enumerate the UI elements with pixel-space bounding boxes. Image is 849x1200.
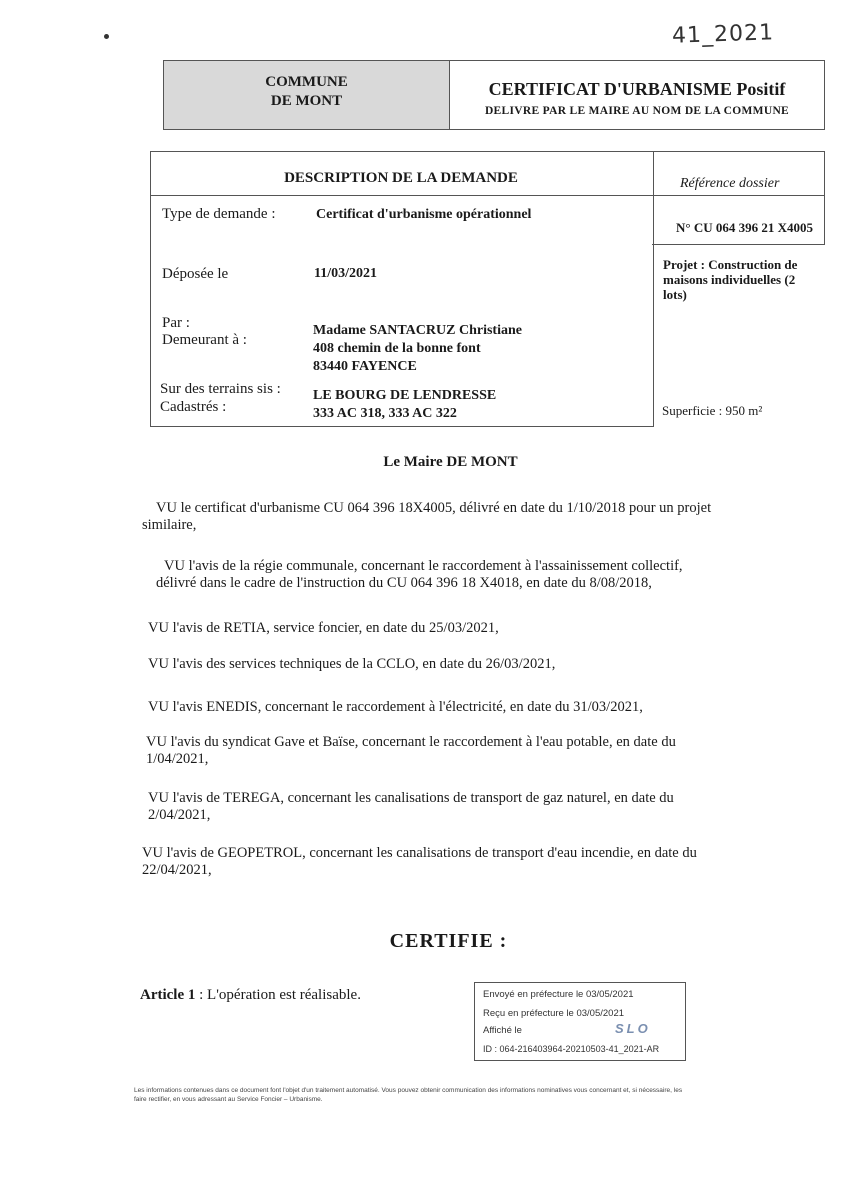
- prefecture-stamp: [474, 982, 686, 1061]
- vu-line: VU l'avis des services techniques de la CCLO, en date du 26/03/2021,: [148, 656, 556, 672]
- demandeur-name: Madame SANTACRUZ Christiane: [313, 323, 522, 338]
- vu-item-5: [148, 699, 643, 716]
- vu-item-4: [148, 656, 555, 673]
- vu-line: VU l'avis de GEOPETROL, concernant les canalisations de transport d'eau incendie, en date du: [142, 845, 697, 861]
- vu-line: 2/04/2021,: [148, 807, 211, 823]
- certifie-heading: CERTIFIE :: [389, 930, 508, 952]
- header-box: [163, 60, 825, 130]
- vu-line: VU l'avis de RETIA, service foncier, en date du 25/03/2021,: [148, 620, 499, 636]
- projet-line1: Projet : Construction de: [663, 257, 798, 272]
- article-1: [140, 987, 361, 1004]
- reference-number: N° CU 064 396 21 X4005: [676, 220, 814, 235]
- maire-heading: Le Maire DE MONT: [383, 454, 518, 470]
- vu-line: VU l'avis de la régie communale, concernant le raccordement à l'assainissement collectif,: [164, 558, 683, 574]
- vu-line: 22/04/2021,: [142, 862, 212, 878]
- terrains-value: LE BOURG DE LENDRESSE: [313, 388, 497, 403]
- demandeur-address-line1: 408 chemin de la bonne font: [313, 341, 481, 356]
- type-label: Type de demande :: [162, 206, 276, 222]
- projet-description: [663, 257, 797, 302]
- vu-item-3: [148, 620, 499, 637]
- demande-heading: DESCRIPTION DE LA DEMANDE: [284, 170, 518, 186]
- vu-item-8: [142, 845, 697, 879]
- vu-line: VU l'avis ENEDIS, concernant le raccordement à l'électricité, en date du 31/03/2021,: [148, 699, 643, 715]
- commune-line1: COMMUNE: [265, 74, 348, 90]
- slo-logo: SLO: [615, 1021, 651, 1036]
- par-label: Par :: [162, 315, 190, 331]
- vu-line: VU l'avis du syndicat Gave et Baïse, concernant le raccordement à l'eau potable, en date du: [146, 734, 676, 750]
- scan-dot: [104, 34, 109, 39]
- handwritten-reference: 41_2021: [671, 20, 775, 49]
- certificate-subtitle: DELIVRE PAR LE MAIRE AU NOM DE LA COMMUNE: [484, 105, 790, 117]
- vu-line: VU l'avis de TEREGA, concernant les canalisations de transport de gaz naturel, en date du: [148, 790, 674, 806]
- article-1-text: : L'opération est réalisable.: [195, 987, 361, 1003]
- vu-line: délivré dans le cadre de l'instruction du CU 064 396 18 X4018, en date du 8/08/2018,: [156, 575, 652, 591]
- commune-block: [164, 61, 450, 129]
- vu-item-6: [146, 734, 676, 768]
- certificate-title: CERTIFICAT D'URBANISME Positif: [488, 79, 786, 99]
- vu-line: similaire,: [142, 517, 197, 533]
- commune-line2: DE MONT: [270, 93, 343, 109]
- type-value: Certificat d'urbanisme opérationnel: [316, 207, 532, 222]
- footer-notice: [134, 1086, 774, 1104]
- vu-item-2: [156, 558, 683, 592]
- stamp-received-line: Reçu en préfecture le 03/05/2021: [483, 1008, 625, 1019]
- footer-line2: faire rectifier, en vous adressant au Service Foncier – Urbanisme.: [134, 1096, 323, 1103]
- superficie: Superficie : 950 m²: [662, 403, 763, 418]
- deposee-label: Déposée le: [162, 266, 229, 282]
- projet-line2: maisons individuelles (2: [663, 272, 796, 287]
- demande-heading-divider: [150, 195, 652, 196]
- vu-item-7: [148, 790, 674, 824]
- deposee-value: 11/03/2021: [314, 266, 378, 281]
- stamp-sent-line: Envoyé en préfecture le 03/05/2021: [483, 989, 634, 1000]
- footer-line1: Les informations contenues dans ce document font l'objet d'un traitement automatisé. Vous pouvez obtenir communication des informations nominatives vous concernant et, si nécessaire, les: [134, 1087, 683, 1094]
- vu-line: VU le certificat d'urbanisme CU 064 396 18X4005, délivré en date du 1/10/2018 pour un projet: [156, 500, 712, 516]
- article-1-label: Article 1: [140, 987, 196, 1003]
- projet-line3: lots): [663, 287, 687, 302]
- stamp-posted-line: Affiché le: [483, 1025, 522, 1036]
- vu-item-1: [142, 500, 712, 534]
- vu-line: 1/04/2021,: [146, 751, 209, 767]
- demandeur-address-line2: 83440 FAYENCE: [313, 359, 417, 374]
- demeurant-label: Demeurant à :: [162, 332, 247, 348]
- reference-label: Référence dossier: [680, 176, 780, 191]
- stamp-id-line: ID : 064-216403964-20210503-41_2021-AR: [483, 1044, 660, 1054]
- cadastres-value: 333 AC 318, 333 AC 322: [313, 406, 457, 421]
- terrains-label: Sur des terrains sis :: [160, 381, 281, 397]
- cadastres-label: Cadastrés :: [160, 399, 227, 415]
